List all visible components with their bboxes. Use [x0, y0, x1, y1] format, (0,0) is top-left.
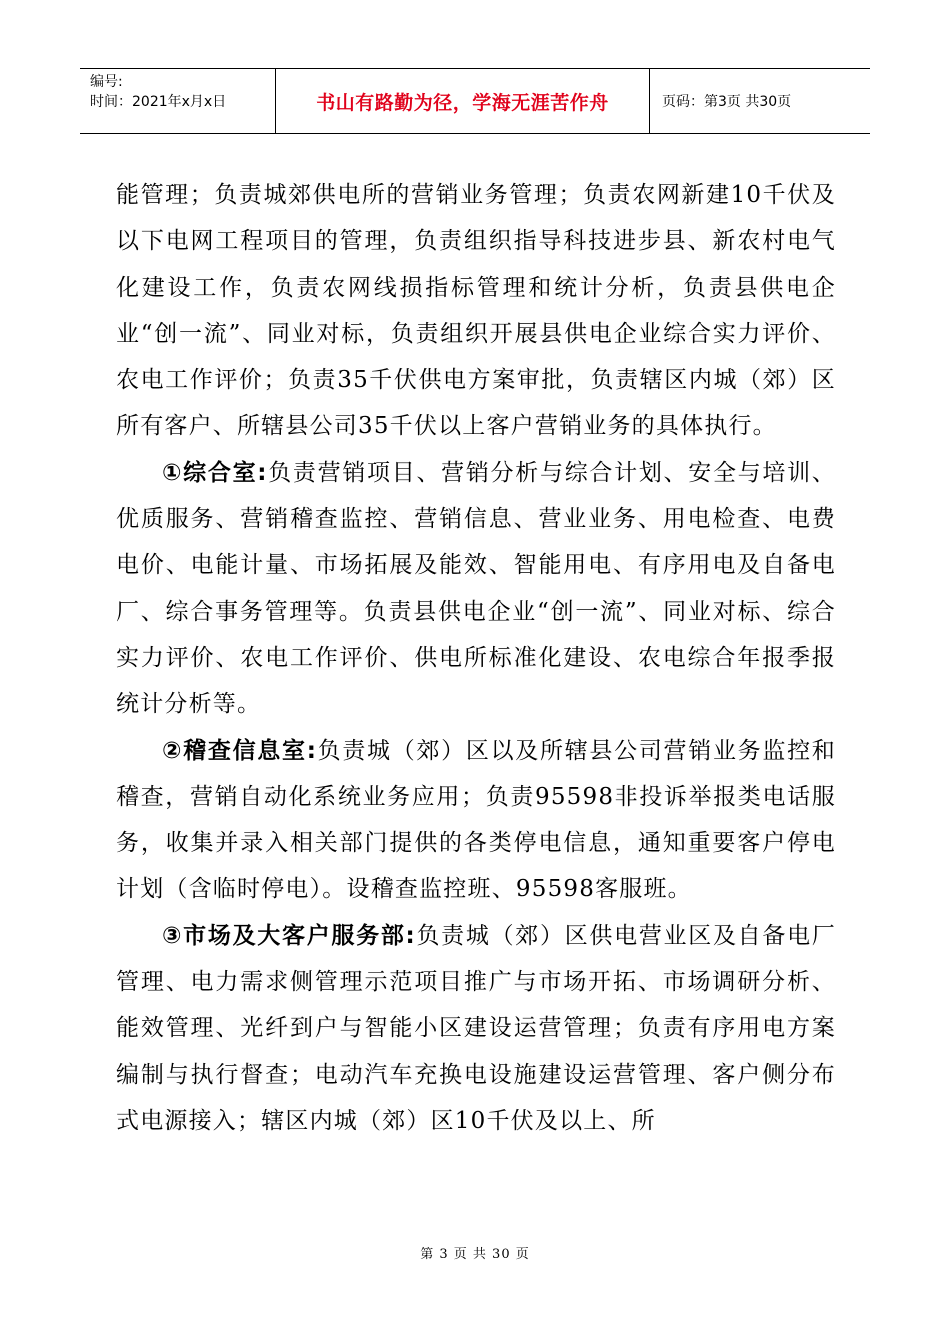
paragraph-audit-info-office — [116, 728, 836, 913]
section-text-general-office: 负责营销项目、营销分析与综合计划、安全与培训、优质服务、营销稽查监控、营销信息、营业业务、用电检查、电费电价、电能计量、市场拓展及能效、智能用电、有序用电及自备电厂、综合事务管理等。负责县供电企业“创一流”、同业对标、综合实力评价、农电工作评价、供电所标准化建设、农电综合年报季报统计分析等。 — [116, 459, 837, 718]
section-text-market-key-accounts: 负责城（郊）区供电营业区及自备电厂管理、电力需求侧管理示范项目推广与市场开拓、市场调研分析、能效管理、光纤到户与智能小区建设运营管理；负责有序用电方案编制与执行督查；电动汽车充换电设施建设运营管理、客户侧分布式电源接入；辖区内城（郊）区10千伏及以上、所 — [116, 922, 836, 1134]
header-meta — [80, 69, 276, 133]
document-body — [116, 172, 836, 1144]
section-title-general-office: ①综合室: — [162, 459, 268, 486]
paragraph-continued: 能管理；负责城郊供电所的营销业务管理；负责农网新建10千伏及以下电网工程项目的管理，负责组织指导科技进步县、新农村电气化建设工作，负责农网线损指标管理和统计分析，负责县供电企业“创一流”、同业对标，负责组织开展县供电企业综合实力评价、农电工作评价；负责35千伏供电方案审批，负责辖区内城（郊）区所有客户、所辖县公司35千伏以上客户营销业务的具体执行。 — [116, 182, 836, 440]
document-time: 时间：2021年x月x日 — [90, 94, 227, 110]
header-motto: 书山有路勤为径，学海无涯苦作舟 — [276, 69, 650, 133]
paragraph-market-key-accounts — [116, 913, 836, 1144]
header-page-code: 页码：第3页 共30页 — [662, 94, 792, 110]
page-header — [80, 68, 870, 134]
paragraph-general-office — [116, 450, 836, 728]
document-number-label: 编号: — [90, 74, 123, 90]
page-footer: 第 3 页 共 30 页 — [420, 1247, 530, 1262]
section-title-market-key-accounts: ③市场及大客户服务部: — [162, 922, 416, 949]
section-title-audit-info-office: ②稽查信息室: — [162, 737, 318, 764]
section-text-audit-info-office: 负责城（郊）区以及所辖县公司营销业务监控和稽查，营销自动化系统业务应用；负责95598非投诉举报类电话服务，收集并录入相关部门提供的各类停电信息，通知重要客户停电计划（含临时停电）。设稽查监控班、95598客服班。 — [116, 737, 836, 903]
